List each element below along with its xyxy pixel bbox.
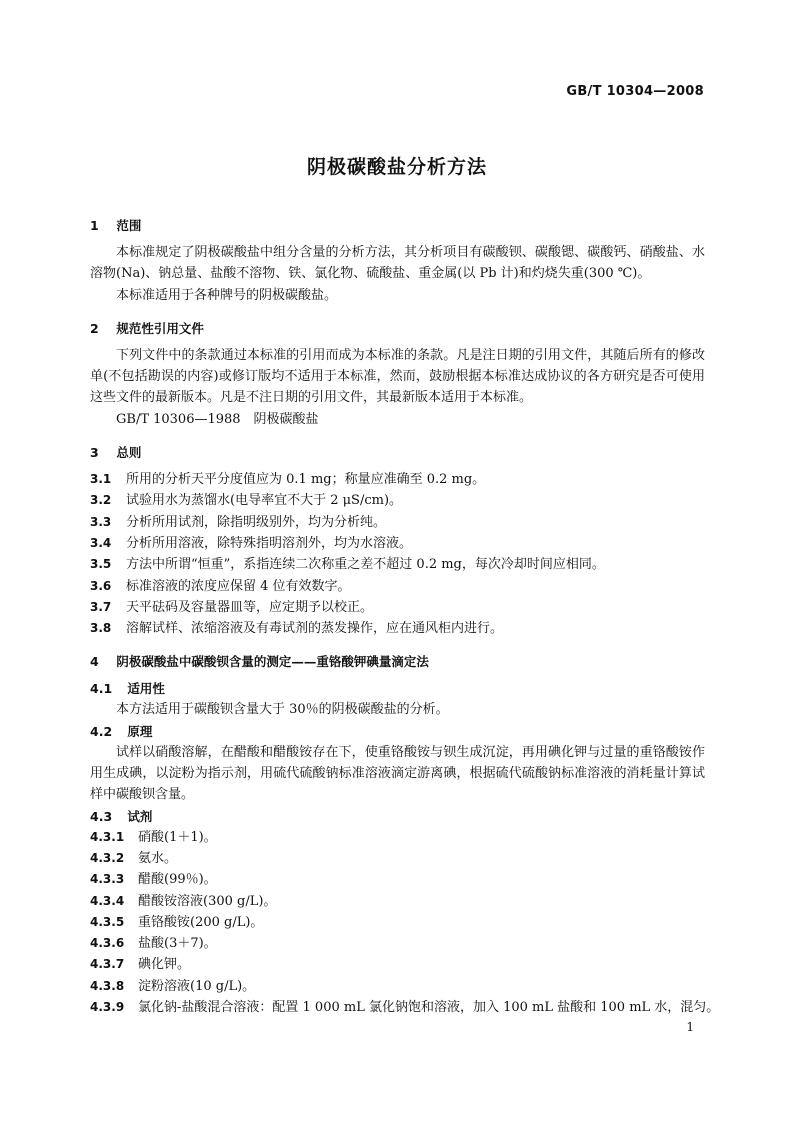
item-text: 淀粉溶液(10 g/L)。	[138, 978, 256, 994]
item-text: 醋酸铵溶液(300 g/L)。	[138, 893, 277, 909]
reagent-item	[90, 997, 720, 1018]
paragraph: 试样以硝酸溶解，在醋酸和醋酸铵存在下，使重铬酸铵与钡生成沉淀，再用碘化钾与过量的重铬酸铵作用生成碘，以淀粉为指示剂，用硫代硫酸钠标准溶液滴定游离碘，根据硫代硫酸钠标准溶液的消耗量计算试样中碳酸钡含量。	[90, 744, 705, 803]
item-number: 3.3	[90, 514, 112, 529]
item-text: 试验用水为蒸馏水(电导率宜不大于 2 μS/cm)。	[126, 493, 403, 509]
section-title: 总则	[116, 445, 142, 461]
item-text: 碘化钾。	[138, 957, 191, 973]
section-title: 阴极碳酸盐中碳酸钡含量的测定——重铬酸钾碘量滴定法	[116, 654, 429, 670]
item-number: 4.3.2	[90, 850, 125, 865]
document-body	[90, 217, 720, 1018]
document-code: GB/T 10304—2008	[566, 84, 704, 99]
item-text: 溶解试样、浓缩溶液及有毒试剂的蒸发操作，应在通风柜内进行。	[126, 621, 504, 637]
reagent-item	[90, 933, 705, 954]
item-number: 4.3.1	[90, 829, 125, 844]
item-number: 3.8	[90, 621, 112, 636]
subsection-heading-reagents	[90, 806, 705, 827]
item-text: 方法中所谓“恒重”，系指连续二次称重之差不超过 0.2 mg，每次冷却时间应相同。	[126, 557, 605, 573]
list-item	[90, 512, 705, 533]
section-number: 1	[90, 218, 99, 233]
paragraph: 下列文件中的条款通过本标准的引用而成为本标准的条款。凡是注日期的引用文件，其随后所有的修改单(不包括勘误的内容)或修订版均不适用于本标准，然而，鼓励根据本标准达成协议的各方研究是否可使用这些文件的最新版本。凡是不注日期的引用文件，其最新版本适用于本标准。	[90, 347, 705, 406]
reference-entry: GB/T 10306—1988 阴极碳酸盐	[116, 411, 319, 427]
subsection-title: 试剂	[127, 808, 153, 824]
item-number: 4.3.3	[90, 872, 125, 887]
item-number: 3.5	[90, 557, 112, 572]
section-heading-scope	[90, 217, 705, 235]
item-number: 4.3.6	[90, 936, 125, 951]
subsection-number: 4.2	[90, 723, 113, 739]
subsection-title: 适用性	[127, 681, 165, 697]
list-item	[90, 554, 705, 575]
section-heading-normative-references	[90, 320, 705, 338]
item-number: 3.4	[90, 535, 112, 550]
list-item	[90, 618, 705, 639]
reagent-item	[90, 912, 705, 933]
section-number: 4	[90, 654, 99, 670]
paragraph: 本方法适用于碳酸钡含量大于 30％的阴极碳酸盐的分析。	[116, 702, 449, 718]
list-item	[90, 533, 705, 554]
section-number: 2	[90, 320, 99, 336]
page-number: 1	[686, 1020, 694, 1034]
reagent-item	[90, 976, 705, 997]
item-number: 4.3.7	[90, 957, 125, 972]
item-number: 4.3.4	[90, 893, 125, 908]
item-number: 4.3.9	[90, 1000, 125, 1015]
item-text: 氨水。	[138, 850, 178, 866]
item-text: 所用的分析天平分度值应为 0.1 mg；称量应准确至 0.2 mg。	[126, 472, 486, 488]
item-number: 4.3.8	[90, 978, 125, 993]
subsection-heading-applicability	[90, 678, 705, 699]
reagent-item	[90, 954, 705, 975]
section-title: 规范性引用文件	[116, 320, 204, 336]
item-number: 3.6	[90, 578, 112, 593]
section-heading-barium-carbonate	[90, 653, 705, 671]
reagent-item	[90, 848, 705, 869]
item-number: 4.3.5	[90, 914, 125, 929]
section-title: 范围	[116, 218, 142, 233]
section-number: 3	[90, 445, 99, 461]
item-text: 氯化钠-盐酸混合溶液：配置 1 000 mL 氯化钠饱和溶液，加入 100 mL 盐酸和 100 mL 水，混匀。	[138, 1000, 720, 1016]
item-text: 标准溶液的浓度应保留 4 位有效数字。	[126, 578, 351, 594]
paragraph: 本标准规定了阴极碳酸盐中组分含量的分析方法，其分析项目有碳酸钡、碳酸锶、碳酸钙、硝酸盐、水溶物(Na)、钠总量、盐酸不溶物、铁、氯化物、硫酸盐、重金属(以 Pb 计)和灼烧失重(300 ℃)。	[90, 245, 705, 282]
item-text: 硝酸(1＋1)。	[138, 829, 217, 845]
list-item	[90, 469, 705, 490]
section-heading-general-rules	[90, 444, 705, 462]
item-text: 分析所用试剂，除指明级别外，均为分析纯。	[126, 514, 387, 530]
list-item	[90, 597, 705, 618]
paragraph: 本标准适用于各种牌号的阴极碳酸盐。	[116, 287, 338, 303]
item-text: 盐酸(3＋7)。	[138, 936, 217, 952]
document-title: 阴极碳酸盐分析方法	[306, 156, 487, 178]
list-item	[90, 490, 705, 511]
subsection-heading-principle	[90, 721, 705, 742]
subsection-number: 4.1	[90, 681, 113, 697]
reagent-item	[90, 891, 705, 912]
item-text: 醋酸(99％)。	[138, 872, 217, 888]
reagent-item	[90, 869, 705, 890]
list-item	[90, 576, 705, 597]
subsection-title: 原理	[127, 723, 153, 739]
item-number: 3.2	[90, 493, 112, 508]
item-number: 3.7	[90, 599, 112, 614]
item-text: 重铬酸铵(200 g/L)。	[138, 914, 264, 930]
item-number: 3.1	[90, 472, 112, 487]
subsection-number: 4.3	[90, 808, 113, 824]
item-text: 分析所用溶液，除特殊指明溶剂外，均为水溶液。	[126, 535, 413, 551]
item-text: 天平砝码及容量器皿等，应定期予以校正。	[126, 599, 374, 615]
reagent-item	[90, 827, 705, 848]
